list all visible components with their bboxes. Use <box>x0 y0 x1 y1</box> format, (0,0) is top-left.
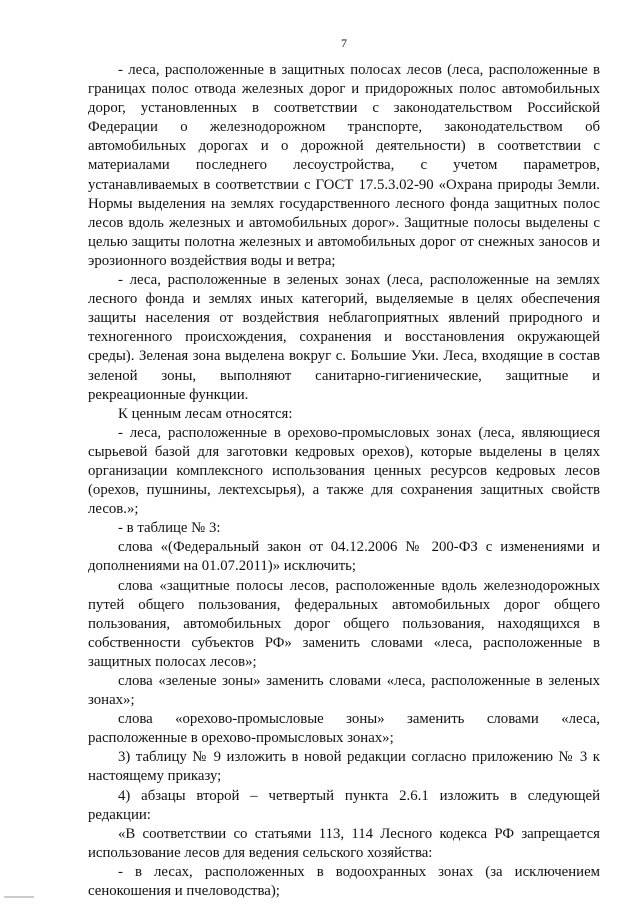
paragraph: - в таблице № 3: <box>118 520 221 537</box>
paragraph: К ценным лесам относятся: <box>118 405 293 422</box>
paragraph: слова «орехово-промысловые зоны» заменить словами «леса, расположенные в орехово-промысловых зонах»; <box>88 711 600 747</box>
paragraph: - леса, расположенные в зеленых зонах (леса, расположенные на землях лесного фонда и землях иных категорий, выделяемые в целях обеспечения защиты населения от воздействия неблагоприятных явлений природного и техногенного происхождения, сохранения и восстановления окружающей среды). Зеленая зона выделена вокруг с. Большие Уки. Леса, входящие в состав зеленой зоны, выполняют санитарно-гигиенические, защитные и рекреационные функции. <box>88 272 600 403</box>
paragraph: - леса, расположенные в защитных полосах лесов (леса, расположенные в границах полос отвода железных дорог и придорожных полос автомобильных дорог, установленных в соответствии с законодательством Российской Федерации о железнодорожном транспорте, законодательством об автомобильных дорогах и о дорожной деятельности) в соответствии с материалами последнего лесоустройства, с учетом параметров, устанавливаемых в соответствии с ГОСТ 17.5.3.02-90 «Охрана природы Земли. Нормы выделения на землях государственного лесного фонда защитных полос лесов вдоль железных и автомобильных дорог». Защитные полосы выделены с целью защиты полотна железных и автомобильных дорог от снежных заносов и эрозионного воздействия воды и ветра; <box>88 62 600 269</box>
document-body <box>88 61 600 901</box>
paragraph: слова «(Федеральный закон от 04.12.2006 № 200-ФЗ с изменениями и дополнениями на 01.07.2011)» исключить; <box>88 539 600 575</box>
paragraph: 3) таблицу № 9 изложить в новой редакции согласно приложению № 3 к настоящему приказу; <box>88 749 600 785</box>
scan-artifact <box>4 896 34 898</box>
paragraph: слова «зеленые зоны» заменить словами «леса, расположенные в зеленых зонах»; <box>88 673 600 709</box>
paragraph: «В соответствии со статьями 113, 114 Лесного кодекса РФ запрещается использование лесов для ведения сельского хозяйства: <box>88 825 600 861</box>
page-number: 7 <box>341 36 347 50</box>
paragraph: - леса, расположенные в орехово-промысловых зонах (леса, являющиеся сырьевой базой для заготовки кедровых орехов), которые выделены в целях организации комплексного использования ценных ресурсов кедровых лесов (орехов, пушнины, лектехсырья), а также для сохранения защитных свойств лесов.»; <box>88 424 600 518</box>
paragraph: 4) абзацы второй – четвертый пункта 2.6.1 изложить в следующей редакции: <box>88 787 600 823</box>
paragraph: слова «защитные полосы лесов, расположенные вдоль железнодорожных путей общего пользования, федеральных автомобильных дорог общего пользования, автомобильных дорог общего пользования, находящихся в собственности субъектов РФ» заменить словами «леса, расположенные в защитных полосах лесов»; <box>88 577 600 670</box>
paragraph: - в лесах, расположенных в водоохранных зонах (за исключением сенокошения и пчеловодства); <box>88 863 600 900</box>
